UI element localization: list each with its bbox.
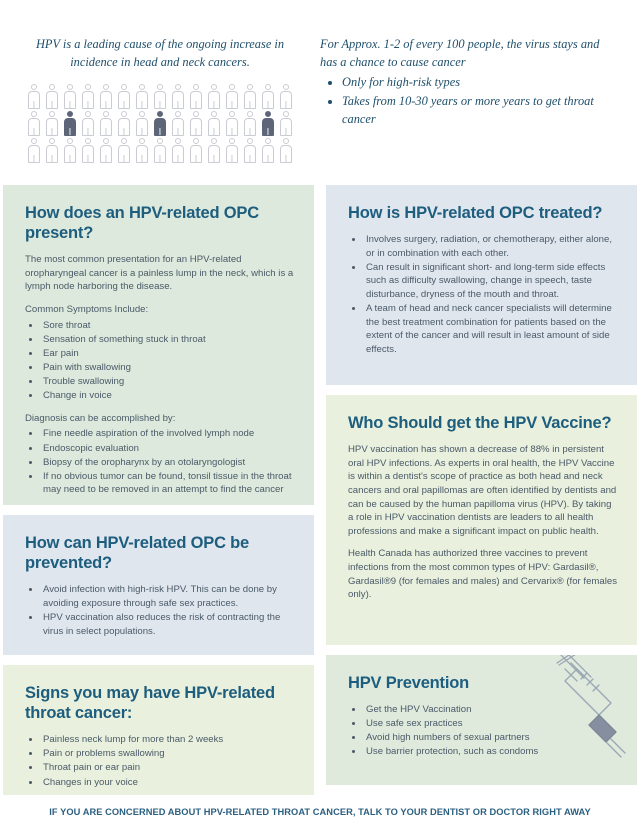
person-head xyxy=(283,138,289,144)
list-item: • Takes from 10-30 years or more years to get throat cancer xyxy=(342,93,618,129)
person-head xyxy=(229,111,235,117)
hero-right-bullets xyxy=(342,74,618,129)
person-body xyxy=(118,91,130,109)
person-icon xyxy=(224,138,241,164)
person-icon xyxy=(134,111,151,137)
panel-heading: Who Should get the HPV Vaccine? xyxy=(348,414,612,432)
person-body xyxy=(226,145,238,163)
person-icon xyxy=(188,84,205,110)
person-icon xyxy=(242,111,259,137)
person-head xyxy=(103,84,109,90)
footer-message: IF YOU ARE CONCERNED ABOUT HPV-RELATED THROAT CANCER, TALK TO YOUR DENTIST OR DOCTOR RIGHT AWAY xyxy=(49,806,591,817)
list-item: • Fine needle aspiration of the involved lymph node xyxy=(41,427,294,441)
person-icon xyxy=(242,138,259,164)
person-head xyxy=(265,111,271,117)
person-icon xyxy=(206,138,223,164)
list-item: • Avoid infection with high-risk HPV. This can be done by avoiding exposure through safe sex practices. xyxy=(41,583,294,610)
person-icon xyxy=(242,84,259,110)
person-head xyxy=(103,138,109,144)
person-head xyxy=(49,84,55,90)
person-icon xyxy=(26,111,43,137)
person-icon xyxy=(116,138,133,164)
vaccine-paragraph-1: HPV vaccination has shown a decrease of 88% in persistent oral HPV infections. As experts in oral health, the HPV Vaccine is within a dentist's scope of practice as both head and neck cancers and oral papillomas are often identified by dentists and can be caused by the human papilloma virus (HPV). By taking a role in HPV vaccination dentists are leaders to all health professions and make a significant impact on public health. xyxy=(348,444,617,537)
person-head xyxy=(67,138,73,144)
person-head xyxy=(31,84,37,90)
panel-intro-text: The most common presentation for an HPV-related oropharyngeal cancer is a painless lump in the neck, which is a lymph node harboring the disease. xyxy=(25,254,294,293)
person-head xyxy=(283,111,289,117)
symptoms-label: Common Symptoms Include: xyxy=(25,304,149,316)
panel-heading: Signs you may have HPV-related throat cancer: xyxy=(25,684,275,723)
person-head xyxy=(139,84,145,90)
person-icon xyxy=(224,84,241,110)
person-body xyxy=(46,145,58,163)
person-icon xyxy=(278,138,295,164)
person-icon xyxy=(26,138,43,164)
list-item: • If no obvious tumor can be found, tonsil tissue in the throat may need to be removed in an attempt to find the cancer xyxy=(41,470,294,497)
person-icon xyxy=(134,138,151,164)
person-head xyxy=(211,111,217,117)
signs-list xyxy=(41,733,294,789)
person-head xyxy=(85,84,91,90)
person-icon xyxy=(80,84,97,110)
person-icon xyxy=(188,138,205,164)
person-icon-highlighted xyxy=(152,111,169,137)
hero-section xyxy=(0,0,640,185)
person-head xyxy=(121,84,127,90)
person-body xyxy=(154,145,166,163)
person-head xyxy=(121,138,127,144)
people-row xyxy=(26,84,295,110)
vaccine-paragraph-2: Health Canada has authorized three vaccines to prevent infections from the most common types of HPV: Gardasil®, Gardasil®9 (for females and males) and Cervarix® (for females only). xyxy=(348,548,617,601)
list-item: • Get the HPV Vaccination xyxy=(364,703,617,717)
person-icon xyxy=(170,138,187,164)
person-body xyxy=(154,91,166,109)
person-head xyxy=(229,138,235,144)
person-body xyxy=(280,145,292,163)
panel-heading: HPV Prevention xyxy=(348,674,469,692)
person-icon-highlighted xyxy=(62,111,79,137)
person-body xyxy=(262,145,274,163)
person-body xyxy=(190,91,202,109)
list-item: • Use safe sex practices xyxy=(364,717,617,731)
panel-signs-of-throat-cancer xyxy=(3,665,314,795)
footer-call-to-action xyxy=(0,795,640,828)
list-item: • A team of head and neck cancer specialists will determine the best treatment combination for patients based on the extent of the cancer and will result in least amount of side effects. xyxy=(364,302,617,356)
person-body xyxy=(64,145,76,163)
person-icon xyxy=(98,84,115,110)
person-body xyxy=(46,91,58,109)
list-item: • Endoscopic evaluation xyxy=(41,442,294,456)
list-item: • Trouble swallowing xyxy=(41,375,294,389)
right-column xyxy=(326,185,637,795)
person-body xyxy=(262,91,274,109)
panel-how-does-opc-present xyxy=(3,185,314,505)
person-body xyxy=(280,91,292,109)
person-body xyxy=(226,118,238,136)
person-body xyxy=(262,118,274,136)
person-icon xyxy=(170,111,187,137)
left-column xyxy=(3,185,314,805)
person-head xyxy=(103,111,109,117)
person-head xyxy=(247,138,253,144)
list-item: • Changes in your voice xyxy=(41,776,294,790)
person-icon xyxy=(44,111,61,137)
list-item: • Painless neck lump for more than 2 weeks xyxy=(41,733,294,747)
person-body xyxy=(64,91,76,109)
person-icon xyxy=(224,111,241,137)
person-head xyxy=(67,84,73,90)
list-item: • Pain with swallowing xyxy=(41,361,294,375)
hero-left-statement: HPV is a leading cause of the ongoing increase in incidence in head and neck cancers. xyxy=(35,37,285,69)
person-body xyxy=(190,145,202,163)
person-icon xyxy=(152,138,169,164)
person-body xyxy=(100,145,112,163)
panel-how-is-opc-treated xyxy=(326,185,637,385)
diagnosis-list xyxy=(41,427,294,497)
person-head xyxy=(139,138,145,144)
person-icon xyxy=(98,111,115,137)
list-item: • Involves surgery, radiation, or chemotherapy, either alone, or in combination with each other. xyxy=(364,233,617,260)
symptoms-list xyxy=(41,319,294,403)
person-head xyxy=(85,138,91,144)
person-body xyxy=(100,91,112,109)
person-body xyxy=(280,118,292,136)
list-item: • Use barrier protection, such as condoms xyxy=(364,745,617,759)
person-head xyxy=(175,111,181,117)
panel-hpv-prevention xyxy=(326,655,637,785)
prevention-list xyxy=(41,583,294,638)
person-icon xyxy=(134,84,151,110)
list-item: • HPV vaccination also reduces the risk of contracting the virus in select populations. xyxy=(41,611,294,638)
person-head xyxy=(265,138,271,144)
person-icon-highlighted xyxy=(260,111,277,137)
people-row xyxy=(26,138,295,164)
person-body xyxy=(244,145,256,163)
person-head xyxy=(211,84,217,90)
person-body xyxy=(172,91,184,109)
person-head xyxy=(157,84,163,90)
hero-right-statement: For Approx. 1-2 of every 100 people, the virus stays and has a chance to cause cancer xyxy=(320,37,600,69)
person-head xyxy=(49,138,55,144)
person-head xyxy=(157,111,163,117)
list-item: • Sore throat xyxy=(41,319,294,333)
person-icon xyxy=(62,138,79,164)
person-head xyxy=(139,111,145,117)
person-body xyxy=(82,118,94,136)
person-icon xyxy=(170,84,187,110)
person-head xyxy=(121,111,127,117)
person-body xyxy=(100,118,112,136)
person-head xyxy=(229,84,235,90)
hpv-prevention-list xyxy=(364,703,617,759)
person-icon xyxy=(80,111,97,137)
person-icon xyxy=(260,84,277,110)
person-body xyxy=(244,118,256,136)
person-head xyxy=(265,84,271,90)
person-body xyxy=(208,118,220,136)
person-head xyxy=(211,138,217,144)
person-icon xyxy=(80,138,97,164)
list-item: • Pain or problems swallowing xyxy=(41,747,294,761)
person-icon xyxy=(116,84,133,110)
list-item: • Change in voice xyxy=(41,389,294,403)
person-head xyxy=(31,111,37,117)
list-item: • Ear pain xyxy=(41,347,294,361)
person-icon xyxy=(152,84,169,110)
hero-right xyxy=(320,36,640,185)
panel-who-should-get-vaccine xyxy=(326,395,637,645)
person-body xyxy=(28,118,40,136)
person-head xyxy=(193,111,199,117)
list-item: • Biopsy of the oropharynx by an otolaryngologist xyxy=(41,456,294,470)
panel-heading: How does an HPV-related OPC present? xyxy=(25,204,259,243)
person-head xyxy=(31,138,37,144)
person-body xyxy=(172,145,184,163)
person-icon xyxy=(260,138,277,164)
person-body xyxy=(136,91,148,109)
people-graphic xyxy=(22,84,298,164)
person-icon xyxy=(98,138,115,164)
person-body xyxy=(64,118,76,136)
person-head xyxy=(157,138,163,144)
person-icon xyxy=(62,84,79,110)
person-icon xyxy=(44,138,61,164)
list-item: • Can result in significant short- and long-term side effects such as difficulty swallowing, change in speech, taste disturbance, dryness of the mouth and throat. xyxy=(364,261,617,302)
person-body xyxy=(82,145,94,163)
person-body xyxy=(82,91,94,109)
person-body xyxy=(28,145,40,163)
people-row xyxy=(26,111,295,137)
person-head xyxy=(67,111,73,117)
list-item: • Throat pain or ear pain xyxy=(41,761,294,775)
person-body xyxy=(226,91,238,109)
panel-heading: How is HPV-related OPC treated? xyxy=(348,204,603,222)
panel-heading: How can HPV-related OPC be prevented? xyxy=(25,534,250,573)
person-body xyxy=(28,91,40,109)
person-head xyxy=(193,84,199,90)
person-head xyxy=(247,111,253,117)
person-body xyxy=(208,145,220,163)
person-head xyxy=(283,84,289,90)
person-head xyxy=(85,111,91,117)
person-icon xyxy=(206,84,223,110)
person-head xyxy=(49,111,55,117)
person-head xyxy=(175,138,181,144)
list-item: • Sensation of something stuck in throat xyxy=(41,333,294,347)
person-icon xyxy=(44,84,61,110)
hero-left xyxy=(0,36,320,185)
person-body xyxy=(244,91,256,109)
list-item: • Avoid high numbers of sexual partners xyxy=(364,731,617,745)
person-body xyxy=(208,91,220,109)
panel-how-can-opc-be-prevented xyxy=(3,515,314,655)
person-icon xyxy=(278,111,295,137)
person-body xyxy=(136,118,148,136)
list-item: • Only for high-risk types xyxy=(342,74,618,92)
treatment-list xyxy=(364,233,617,356)
person-head xyxy=(175,84,181,90)
panel-grid xyxy=(0,185,640,795)
person-icon xyxy=(206,111,223,137)
person-icon xyxy=(116,111,133,137)
person-body xyxy=(118,145,130,163)
person-icon xyxy=(278,84,295,110)
person-body xyxy=(190,118,202,136)
person-body xyxy=(136,145,148,163)
person-body xyxy=(154,118,166,136)
person-head xyxy=(247,84,253,90)
person-icon xyxy=(26,84,43,110)
person-body xyxy=(172,118,184,136)
person-body xyxy=(46,118,58,136)
diagnosis-label: Diagnosis can be accomplished by: xyxy=(25,412,176,424)
person-head xyxy=(193,138,199,144)
person-body xyxy=(118,118,130,136)
person-icon xyxy=(188,111,205,137)
